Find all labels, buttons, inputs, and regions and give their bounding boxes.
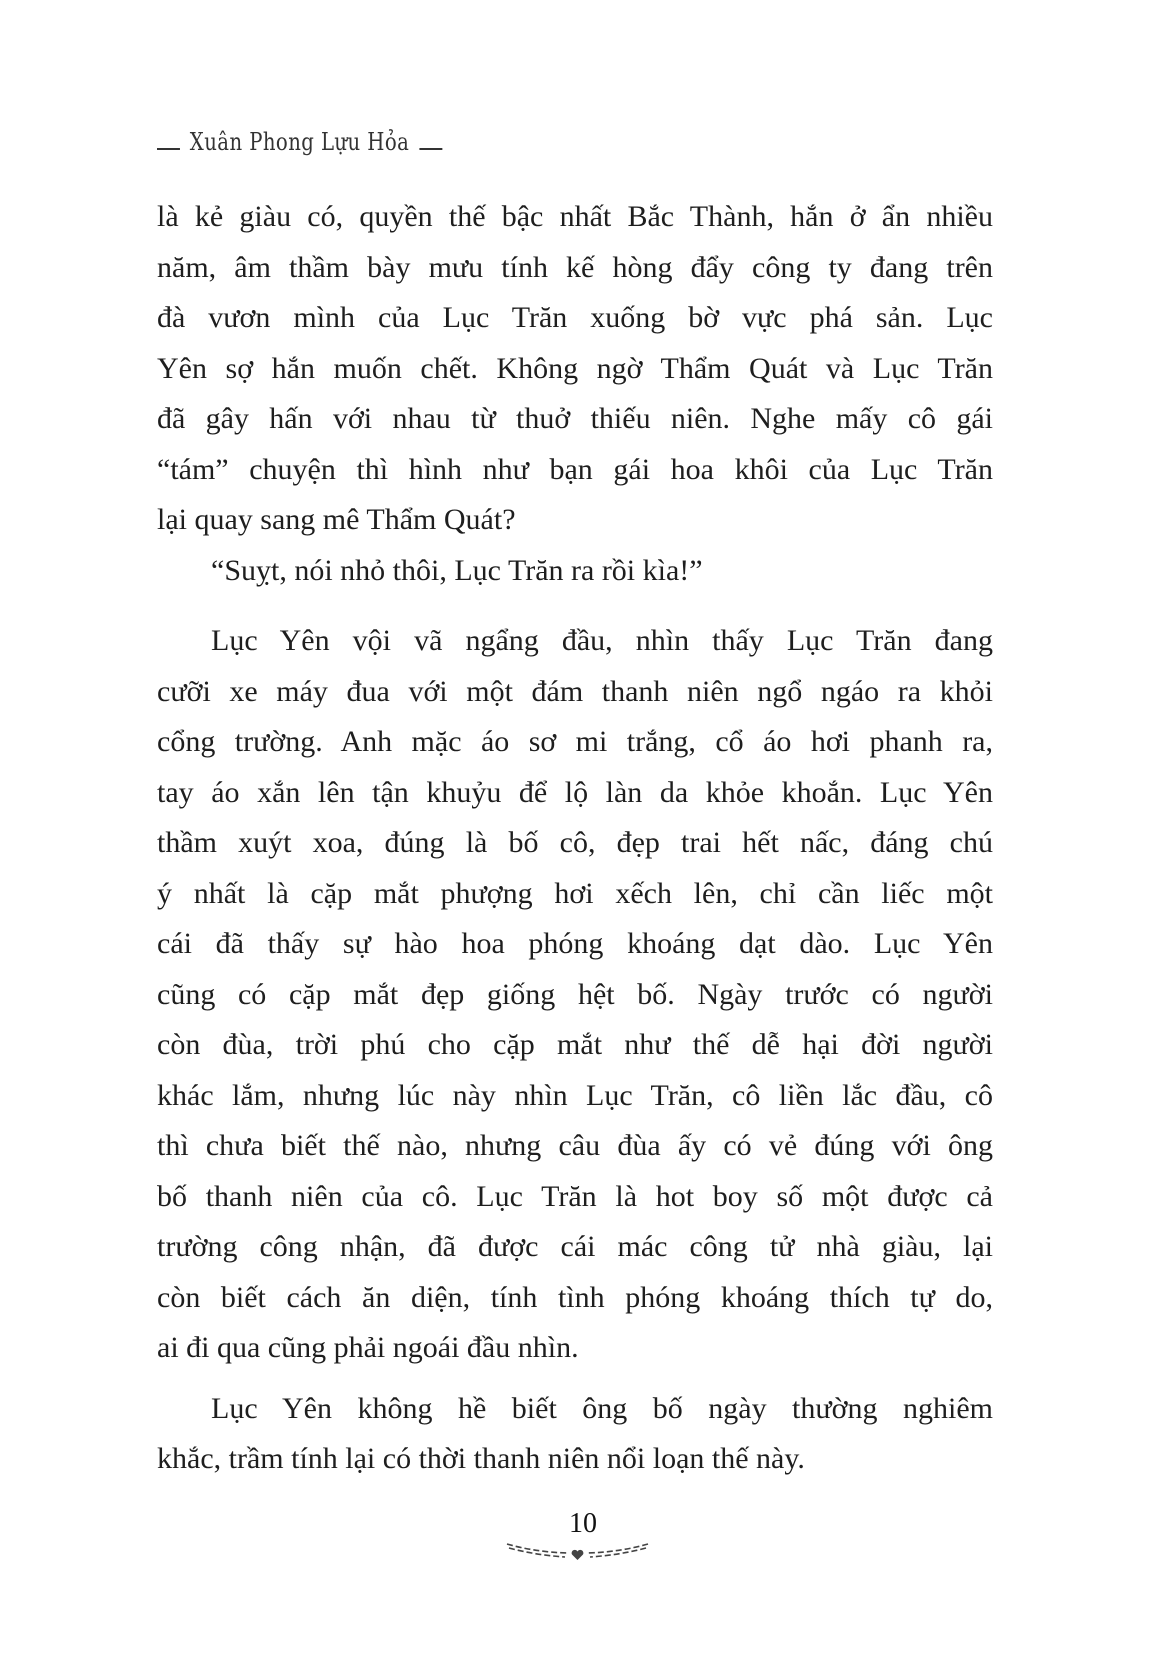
text-line: lại quay sang mê Thẩm Quát? (157, 503, 516, 536)
text-line: thì chưa biết thế nào, nhưng câu đùa ấy có vẻ đúng với ông (157, 1129, 993, 1162)
text-line: bố thanh niên của cô. Lục Trăn là hot boy số một được cả (157, 1179, 993, 1213)
text-line: ý nhất là cặp mắt phượng hơi xếch lên, chỉ cần liếc một (157, 876, 993, 910)
text-line: trường công nhận, đã được cái mác công tử nhà giàu, lại (157, 1230, 993, 1263)
paragraph (157, 192, 993, 546)
running-header (157, 128, 442, 156)
text-line: năm, âm thầm bày mưu tính kế hòng đẩy công ty đang trên (157, 250, 993, 284)
text-line: “Suỵt, nói nhỏ thôi, Lục Trăn ra rồi kìa!” (211, 553, 703, 587)
text-line: cái đã thấy sự hào hoa phóng khoáng dạt dào. Lục Yên (157, 927, 993, 960)
text-line: là kẻ giàu có, quyền thế bậc nhất Bắc Thành, hắn ở ẩn nhiều (157, 200, 993, 233)
text-line: còn biết cách ăn diện, tính tình phóng khoáng thích tự do, (157, 1280, 993, 1314)
text-line: thầm xuýt xoa, đúng là bố cô, đẹp trai hết nấc, đáng chú (157, 826, 993, 859)
text-line: “tám” chuyện thì hình như bạn gái hoa khôi của Lục Trăn (157, 452, 993, 486)
text-line: cổng trường. Anh mặc áo sơ mi trắng, cổ áo hơi phanh ra, (157, 725, 993, 758)
header-rule-left (157, 148, 180, 150)
text-line: Lục Yên không hề biết ông bố ngày thường nghiêm (211, 1391, 993, 1425)
text-line: Yên sợ hắn muốn chết. Không ngờ Thẩm Quát và Lục Trăn (157, 351, 993, 385)
text-line: khác lắm, nhưng lúc này nhìn Lục Trăn, cô liền lắc đầu, cô (157, 1078, 993, 1112)
text-line: cưỡi xe máy đua với một đám thanh niên ngổ ngáo ra khỏi (157, 674, 993, 708)
text-line: còn đùa, trời phú cho cặp mắt như thế dễ hại đời người (157, 1028, 993, 1061)
text-line: Lục Yên vội vã ngẩng đầu, nhìn thấy Lục Trăn đang (211, 624, 993, 657)
header-rule-right (419, 148, 442, 150)
paragraph (157, 1384, 993, 1485)
text-line: khắc, trầm tính lại có thời thanh niên nổi loạn thế này. (157, 1442, 805, 1475)
body-text (157, 192, 993, 1485)
book-title: Xuân Phong Lựu Hỏa (189, 128, 410, 156)
paragraph (157, 616, 993, 1374)
text-line: ai đi qua cũng phải ngoái đầu nhìn. (157, 1331, 579, 1364)
text-line: tay áo xắn lên tận khuỷu để lộ làn da khỏe khoắn. Lục Yên (157, 775, 993, 809)
page-ornament-icon (505, 1540, 650, 1564)
page-number: 10 (569, 1508, 597, 1539)
text-line: đã gây hấn với nhau từ thuở thiếu niên. Nghe mấy cô gái (157, 402, 993, 435)
text-line: đà vươn mình của Lục Trăn xuống bờ vực phá sản. Lục (157, 301, 993, 334)
paragraph (157, 546, 993, 597)
text-line: cũng có cặp mắt đẹp giống hệt bố. Ngày trước có người (157, 977, 993, 1011)
